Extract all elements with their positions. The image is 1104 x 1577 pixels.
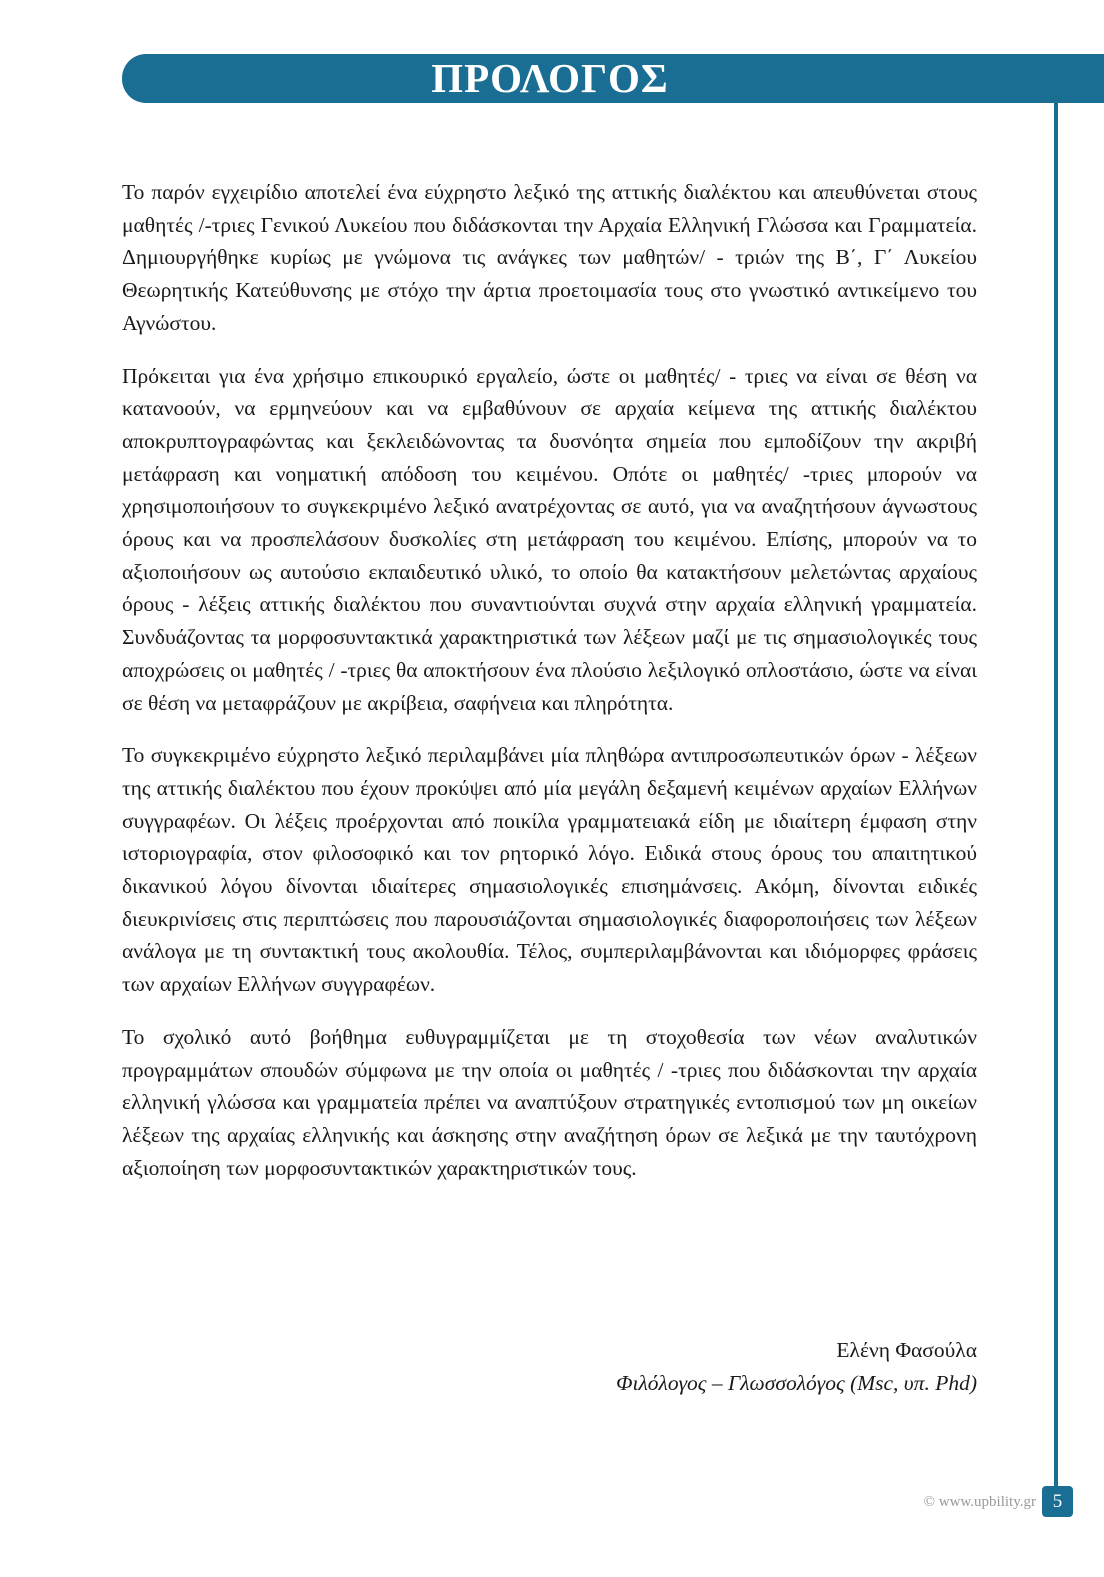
title-bar	[122, 54, 1104, 103]
body-text	[122, 176, 977, 1204]
paragraph-2: Πρόκειται για ένα χρήσιμο επικουρικό εργαλείο, ώστε οι μαθητές/ - τριες να είναι σε θέση να κατανοούν, να ερμηνεύουν και να εμβαθύνουν σε αρχαία κείμενα της αττικής διαλέκτου αποκρυπτογραφώντας και ξεκλειδώνοντας τα δυσνόητα σημεία που εμποδίζουν την ακριβή μετάφραση και νοηματική απόδοση του κειμένου. Οπότε οι μαθητές/ -τριες μπορούν να χρησιμοποιήσουν το συγκεκριμένο λεξικό ανατρέχοντας σε αυτό, για να αναζητήσουν άγνωστους όρους και να προσπελάσουν δυσκολίες στη μετάφραση του κειμένου. Επίσης, μπορούν να το αξιοποιήσουν ως αυτούσιο εκπαιδευτικό υλικό, το οποίο θα κατακτήσουν μελετώντας αρχαίους όρους - λέξεις αττικής διαλέκτου που συναντιούνται συχνά στην αρχαία ελληνική γραμματεία. Συνδυάζοντας τα μορφοσυντακτικά χαρακτηριστικά των λέξεων μαζί με τις σημασιολογικές τους αποχρώσεις οι μαθητές / -τριες θα αποκτήσουν ένα πλούσιο λεξιλογικό οπλοστάσιο, ώστε να είναι σε θέση να μεταφράζουν με ακρίβεια, σαφήνεια και πληρότητα.	[122, 363, 977, 715]
author-title: Φιλόλογος – Γλωσσολόγος (Msc, υπ. Phd)	[616, 1371, 977, 1395]
author-name: Ελένη Φασούλα	[836, 1338, 977, 1362]
page-title: ΠΡΟΛΟΓΟΣ	[431, 55, 669, 101]
footer-copyright: © www.upbility.gr	[923, 1494, 1036, 1510]
page-number-badge: 5	[1042, 1486, 1073, 1517]
paragraph-1: Το παρόν εγχειρίδιο αποτελεί ένα εύχρηστο λεξικό της αττικής διαλέκτου και απευθύνεται στους μαθητές /-τριες Γενικού Λυκείου που διδάσκονται την Αρχαία Ελληνική Γλώσσα και Γραμματεία. Δημιουργήθηκε κυρίως με γνώμονα τις ανάγκες των μαθητών/ - τριών της Β΄, Γ΄ Λυκείου Θεωρητικής Κατεύθυνσης με στόχο την άρτια προετοιμασία τους στο γνωστικό αντικείμενο του Αγνώστου.	[122, 180, 977, 335]
paragraph-4: Το σχολικό αυτό βοήθημα ευθυγραμμίζεται με τη στοχοθεσία των νέων αναλυτικών προγραμμάτων σπουδών σύμφωνα με την οποία οι μαθητές / -τριες που διδάσκονται την αρχαία ελληνική γλώσσα και γραμματεία πρέπει να αναπτύξουν στρατηγικές εντοπισμού των μη οικείων λέξεων της αρχαίας ελληνικής και άσκησης στην αναζήτηση όρων σε λεξικά με την ταυτόχρονη αξιοποίηση των μορφοσυντακτικών χαρακτηριστικών τους.	[122, 1024, 977, 1180]
paragraph-3: Το συγκεκριμένο εύχρηστο λεξικό περιλαμβάνει μία πληθώρα αντιπροσωπευτικών όρων - λέξεων της αττικής διαλέκτου που έχουν προκύψει από μία μεγάλη δεξαμενή κειμένων αρχαίων Ελλήνων συγγραφέων. Οι λέξεις προέρχονται από ποικίλα γραμματειακά είδη με ιδιαίτερη έμφαση στην ιστοριογραφία, στον φιλοσοφικό και τον ρητορικό λόγο. Ειδικά στους όρους του απαιτητικού δικανικού λόγου δίνονται ιδιαίτερες σημασιολογικές επισημάνσεις. Ακόμη, δίνονται ειδικές διευκρινίσεις στις περιπτώσεις που παρουσιάζονται σημασιολογικές διαφοροποιήσεις των λέξεων ανάλογα με τη συντακτική τους ακολουθία. Τέλος, συμπεριλαμβάνονται και ιδιόμορφες φράσεις των αρχαίων Ελλήνων συγγραφέων.	[122, 743, 977, 997]
signature-block	[122, 1334, 977, 1400]
right-margin-rule	[1054, 103, 1058, 1498]
